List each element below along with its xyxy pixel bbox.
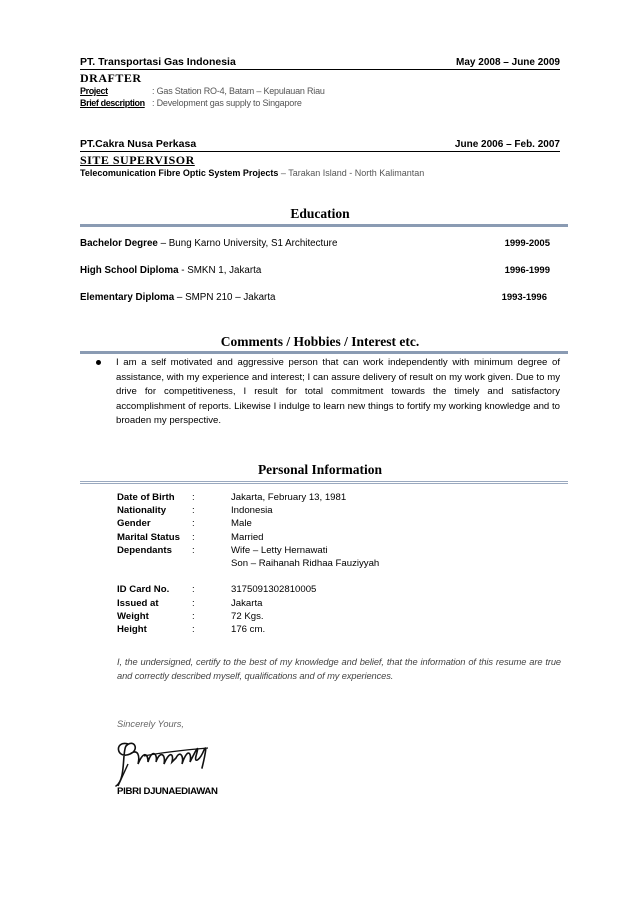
description-row <box>80 97 560 109</box>
info-key: Nationality <box>117 505 167 517</box>
info-key: Weight <box>117 610 149 622</box>
info-key: Dependants <box>117 544 172 556</box>
description-value: : Development gas supply to Singapore <box>152 98 302 108</box>
personal-info-row <box>117 544 477 557</box>
signature-name: PIBRI DJUNAEDIAWAN <box>117 786 218 797</box>
personal-info-row <box>117 597 477 610</box>
personal-info-row <box>117 570 477 583</box>
education-degree: Bachelor Degree <box>80 238 158 249</box>
personal-info-row <box>117 610 477 623</box>
info-colon: : <box>192 584 195 596</box>
info-value: Indonesia <box>231 505 273 517</box>
info-value: Jakarta <box>231 597 263 609</box>
job-company: PT. Transportasi Gas Indonesia <box>80 56 236 68</box>
personal-info-row <box>117 491 477 504</box>
education-school: - SMKN 1, Jakarta <box>178 265 262 276</box>
info-key: Date of Birth <box>117 492 175 503</box>
personal-info-row <box>117 557 477 570</box>
project-value: : Gas Station RO-4, Batam – Kepulauan Riau <box>152 86 325 96</box>
info-key: ID Card No. <box>117 584 170 596</box>
info-key: Marital Status <box>117 531 180 543</box>
project-location: – Tarakan Island - North Kalimantan <box>278 168 425 178</box>
section-divider <box>80 351 568 354</box>
personal-info-row <box>117 504 477 517</box>
closing-text: Sincerely Yours, <box>117 719 185 729</box>
job-header-line <box>80 137 560 152</box>
info-colon: : <box>192 518 195 530</box>
job-period: June 2006 – Feb. 2007 <box>454 139 560 150</box>
job-period: May 2008 – June 2009 <box>456 57 560 68</box>
personal-info-row <box>117 517 477 530</box>
education-school: – Bung Karno University, S1 Architecture <box>157 238 338 249</box>
education-degree: Elementary Diploma <box>80 292 175 303</box>
info-colon: : <box>192 505 195 517</box>
personal-info-row <box>117 623 477 636</box>
signature-image <box>104 720 224 790</box>
personal-info-heading: Personal Information <box>257 462 383 477</box>
job-header-line <box>80 55 560 70</box>
info-key: Gender <box>117 518 151 530</box>
section-divider <box>80 224 568 227</box>
education-item <box>80 238 550 252</box>
info-value: 72 Kgs. <box>231 610 264 622</box>
education-degree: High School Diploma <box>80 265 179 276</box>
education-years: 1996-1999 <box>504 265 550 276</box>
personal-info-row <box>117 583 477 596</box>
personal-info-row <box>117 531 477 544</box>
job-company: PT.Cakra Nusa Perkasa <box>80 138 197 150</box>
comments-heading: Comments / Hobbies / Interest etc. <box>220 334 420 349</box>
education-item <box>80 265 550 279</box>
education-heading: Education <box>290 206 350 221</box>
info-colon: : <box>192 610 195 622</box>
info-value: 3175091302810005 <box>231 584 317 596</box>
info-value: 176 cm. <box>231 623 266 635</box>
info-colon: : <box>192 623 195 635</box>
job-role: SITE SUPERVISOR <box>80 153 195 167</box>
job-entry <box>80 137 560 179</box>
description-label: Brief description <box>80 98 145 108</box>
info-colon: : <box>192 544 195 556</box>
bullet-icon <box>96 360 101 365</box>
info-key: Height <box>117 623 147 635</box>
info-colon: : <box>192 531 195 543</box>
comments-text: I am a self motivated and aggressive person that can work independently with minimum degree of assistance, with my experience and interest; I can assure delivery of result on my work given. Due to my drive for competitiveness, I result for total commitment towards the timely and satisfactory accomplishment of reports. Likewise I indulge to learn new things to fortify my working knowledge and to broaden my perspective. <box>116 357 560 427</box>
job-role: DRAFTER <box>80 71 142 85</box>
project-title: Telecomunication Fibre Optic System Projects <box>80 168 279 178</box>
education-years: 1999-2005 <box>504 238 550 249</box>
declaration-text: I, the undersigned, certify to the best of my knowledge and belief, that the information of this resume are true and correctly described myself, qualifications and of my experiences. <box>117 657 561 682</box>
info-value: Jakarta, February 13, 1981 <box>231 492 347 503</box>
project-row <box>80 85 560 97</box>
project-row <box>80 167 560 179</box>
project-label: Project <box>80 86 108 96</box>
info-value: Wife – Letty Hernawati <box>231 544 328 556</box>
info-key: Issued at <box>117 597 159 609</box>
info-colon: : <box>192 597 195 609</box>
job-entry <box>80 55 560 109</box>
personal-info-table <box>117 491 477 636</box>
info-value: Son – Raihanah Ridhaa Fauziyyah <box>231 557 380 569</box>
info-value: Married <box>231 531 264 543</box>
info-colon: : <box>192 492 195 503</box>
info-value: Male <box>231 518 252 530</box>
education-item <box>80 292 547 306</box>
education-school: – SMPN 210 – Jakarta <box>174 292 276 303</box>
section-divider <box>80 481 568 484</box>
education-years: 1993-1996 <box>501 292 547 303</box>
